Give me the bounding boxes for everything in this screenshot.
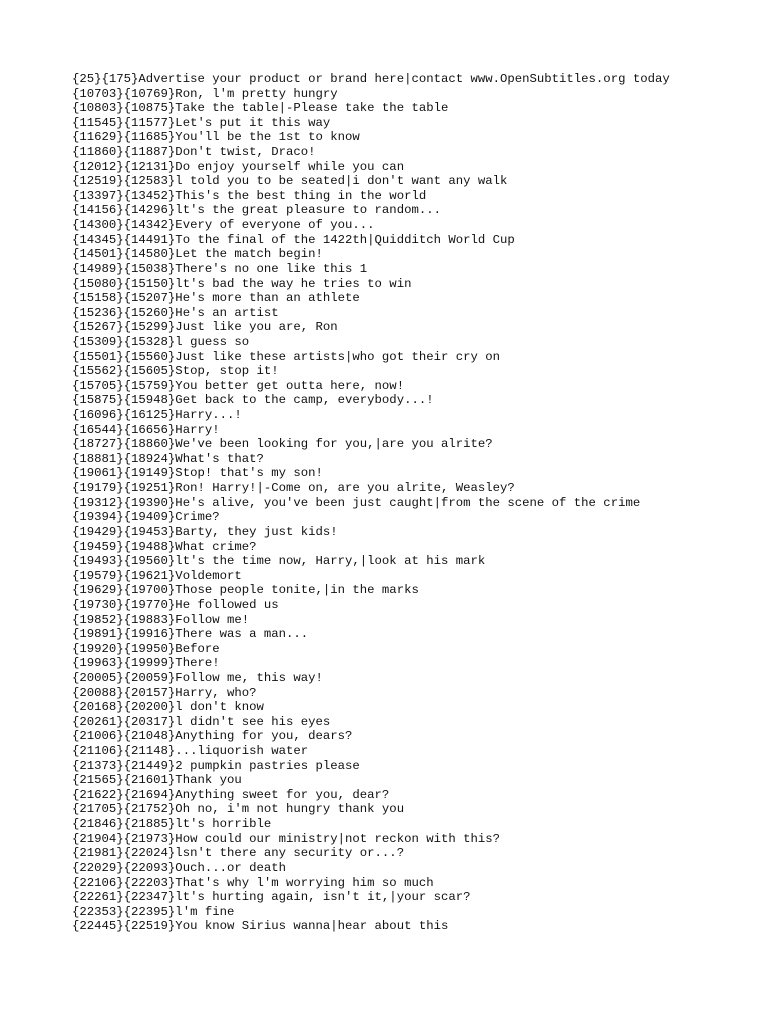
subtitle-line: {15158}{15207}He's more than an athlete xyxy=(72,291,360,306)
subtitle-line: {21106}{21148}...liquorish water xyxy=(72,744,309,759)
subtitle-line: {16544}{16656}Harry! xyxy=(72,422,220,437)
subtitle-line: {19459}{19488}What crime? xyxy=(72,539,257,554)
subtitle-line: {15501}{15560}Just like these artists|who got their cry on xyxy=(72,349,501,364)
subtitle-line: {14501}{14580}Let the match begin! xyxy=(72,247,323,262)
subtitle-line: {14156}{14296}lt's the great pleasure to random... xyxy=(72,203,441,218)
subtitle-line: {11860}{11887}Don't twist, Draco! xyxy=(72,145,316,160)
subtitle-line: {18881}{18924}What's that? xyxy=(72,451,264,466)
subtitle-line: {20168}{20200}l don't know xyxy=(72,700,264,715)
subtitle-line: {25}{175}Advertise your product or brand here|contact www.OpenSubtitles.org today xyxy=(72,72,670,86)
subtitle-line: {10803}{10875}Take the table|-Please take the table xyxy=(72,101,449,116)
subtitle-line: {15562}{15605}Stop, stop it! xyxy=(72,364,279,379)
subtitle-document xyxy=(72,72,762,934)
subtitle-line: {19061}{19149}Stop! that's my son! xyxy=(72,466,323,481)
subtitle-line: {18727}{18860}We've been looking for you,|are you alrite? xyxy=(72,437,493,452)
subtitle-line: {20261}{20317}l didn't see his eyes xyxy=(72,714,331,729)
subtitle-line: {21373}{21449}2 pumpkin pastries please xyxy=(72,758,360,773)
subtitle-line: {21846}{21885}lt's horrible xyxy=(72,817,272,832)
subtitle-line: {19629}{19700}Those people tonite,|in the marks xyxy=(72,583,419,598)
subtitle-line: {20088}{20157}Harry, who? xyxy=(72,685,257,700)
subtitle-line: {12012}{12131}Do enjoy yourself while you can xyxy=(72,159,405,174)
subtitle-line: {19179}{19251}Ron! Harry!|-Come on, are you alrite, Weasley? xyxy=(72,481,515,496)
subtitle-line: {16096}{16125}Harry...! xyxy=(72,408,242,423)
subtitle-line: {19730}{19770}He followed us xyxy=(72,597,279,612)
subtitle-line: {22353}{22395}l'm fine xyxy=(72,904,235,919)
subtitle-line: {13397}{13452}This's the best thing in the world xyxy=(72,188,427,203)
subtitle-line: {19312}{19390}He's alive, you've been just caught|from the scene of the crime xyxy=(72,495,641,510)
subtitle-line: {21981}{22024}lsn't there any security or...? xyxy=(72,846,405,861)
subtitle-line: {19852}{19883}Follow me! xyxy=(72,612,250,627)
subtitle-line: {15309}{15328}l guess so xyxy=(72,334,250,349)
subtitle-line: {21622}{21694}Anything sweet for you, dear? xyxy=(72,787,390,802)
subtitle-line: {19920}{19950}Before xyxy=(72,641,220,656)
subtitle-line: {19394}{19409}Crime? xyxy=(72,510,220,525)
subtitle-line: {15875}{15948}Get back to the camp, everybody...! xyxy=(72,393,434,408)
subtitle-line: {22445}{22519}You know Sirius wanna|hear about this xyxy=(72,919,449,934)
subtitle-line: {19493}{19560}lt's the time now, Harry,|look at his mark xyxy=(72,554,486,569)
subtitle-line: {10703}{10769}Ron, l'm pretty hungry xyxy=(72,86,338,101)
subtitle-line: {14300}{14342}Every of everyone of you... xyxy=(72,218,375,233)
subtitle-line: {19891}{19916}There was a man... xyxy=(72,627,309,642)
subtitle-line: {12519}{12583}l told you to be seated|i don't want any walk xyxy=(72,174,508,189)
subtitle-line: {22261}{22347}lt's hurting again, isn't it,|your scar? xyxy=(72,890,471,905)
subtitle-line: {19963}{19999}There! xyxy=(72,656,220,671)
subtitle-line: {15236}{15260}He's an artist xyxy=(72,305,279,320)
subtitle-line: {21565}{21601}Thank you xyxy=(72,773,242,788)
subtitle-line: {14345}{14491}To the final of the 1422th|Quidditch World Cup xyxy=(72,232,515,247)
subtitle-line: {22029}{22093}Ouch...or death xyxy=(72,860,287,875)
subtitle-line: {21705}{21752}Oh no, i'm not hungry thank you xyxy=(72,802,405,817)
subtitle-line: {15080}{15150}lt's bad the way he tries to win xyxy=(72,276,412,291)
subtitle-line: {11629}{11685}You'll be the 1st to know xyxy=(72,130,360,145)
subtitle-line: {15267}{15299}Just like you are, Ron xyxy=(72,320,338,335)
subtitle-line: {21904}{21973}How could our ministry|not reckon with this? xyxy=(72,831,501,846)
subtitle-line: {15705}{15759}You better get outta here, now! xyxy=(72,378,405,393)
subtitle-line: {19429}{19453}Barty, they just kids! xyxy=(72,524,338,539)
subtitle-line: {21006}{21048}Anything for you, dears? xyxy=(72,729,353,744)
subtitle-line: {22106}{22203}That's why l'm worrying him so much xyxy=(72,875,434,890)
subtitle-line: {14989}{15038}There's no one like this 1 xyxy=(72,261,368,276)
subtitle-line: {19579}{19621}Voldemort xyxy=(72,568,242,583)
subtitle-line: {11545}{11577}Let's put it this way xyxy=(72,115,331,130)
subtitle-line: {20005}{20059}Follow me, this way! xyxy=(72,670,323,685)
